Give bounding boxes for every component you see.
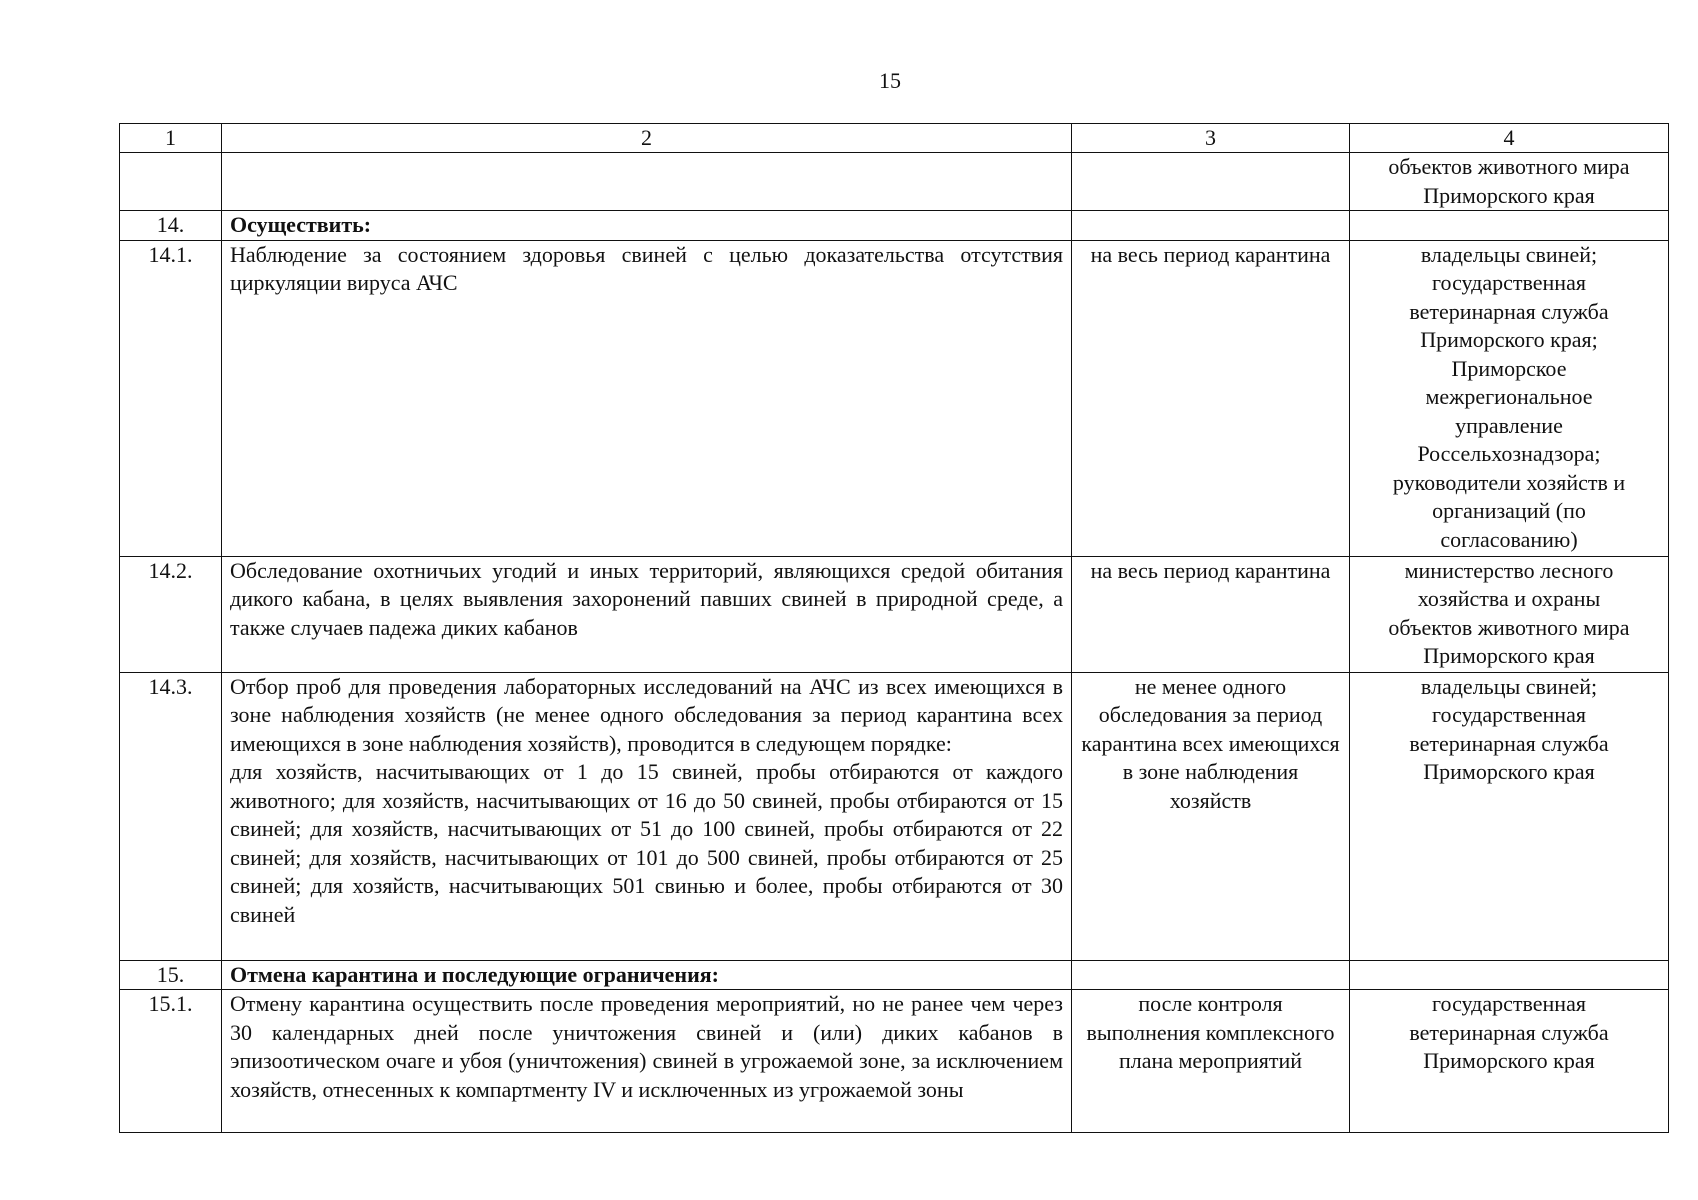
row-period: не менее одного обследования за период карантина всех имеющихся в зоне наблюдения хозяйств: [1072, 672, 1350, 960]
section-heading: Отмена карантина и последующие ограничения:: [222, 960, 1072, 990]
row-text-part-1: Отбор проб для проведения лабораторных исследований на АЧС из всех имеющихся в зоне наблюдения хозяйств (не менее одного обследования за период карантина всех имеющихся в зоне наблюдения хозяйств), проводится в следующем порядке:: [230, 673, 1063, 756]
row-responsible: министерство лесного хозяйства и охраны объектов животного мира Приморского края: [1350, 556, 1669, 672]
page-number: 15: [879, 68, 901, 93]
row-text: Наблюдение за состоянием здоровья свиней с целью доказательства отсутствия циркуляции вируса АЧС: [222, 240, 1072, 556]
row-number: 14.2.: [120, 556, 222, 672]
row-period: [1072, 960, 1350, 990]
row-number: 14.1.: [120, 240, 222, 556]
section-heading: Осуществить:: [222, 211, 1072, 241]
row-text: [222, 672, 1072, 960]
row-number: 15.1.: [120, 990, 222, 1133]
row-responsible: владельцы свиней; государственная ветеринарная служба Приморского края: [1350, 672, 1669, 960]
row-text-part-2: для хозяйств, насчитывающих от 1 до 15 свиней, пробы отбираются от каждого животного; для хозяйств, насчитывающих от 16 до 50 свиней, пробы отбираются от 15 свиней; для хозяйств, насчитывающих от 51 до 100 свиней, пробы отбираются от 22 свиней; для хозяйств, насчитывающих от 101 до 500 свиней, пробы отбираются от 25 свиней; для хозяйств, насчитывающих 501 свинью и более, пробы отбираются от 30 свиней: [230, 759, 1063, 927]
table-row: [120, 960, 1669, 990]
row-responsible: [1350, 211, 1669, 241]
table-row: [120, 990, 1669, 1133]
row-text: [222, 153, 1072, 211]
row-responsible: государственная ветеринарная служба Приморского края: [1350, 990, 1669, 1133]
row-number: 14.3.: [120, 672, 222, 960]
row-period: [1072, 211, 1350, 241]
row-period: на весь период карантина: [1072, 556, 1350, 672]
row-period: после контроля выполнения комплексного плана мероприятий: [1072, 990, 1350, 1133]
row-number: [120, 153, 222, 211]
column-header-4: 4: [1350, 124, 1669, 153]
table-row: [120, 153, 1669, 211]
column-header-2: 2: [222, 124, 1072, 153]
measures-table: [119, 123, 1669, 1133]
row-period: на весь период карантина: [1072, 240, 1350, 556]
table-row: [120, 556, 1669, 672]
row-number: 14.: [120, 211, 222, 241]
table-header-row: [120, 124, 1669, 153]
row-text: Отмену карантина осуществить после проведения мероприятий, но не ранее чем через 30 календарных дней после уничтожения свиней и (или) диких кабанов в эпизоотическом очаге и убоя (уничтожения) свиней в угрожаемой зоне, за исключением хозяйств, отнесенных к компартменту IV и исключенных из угрожаемой зоны: [222, 990, 1072, 1133]
table-row: [120, 211, 1669, 241]
row-responsible: объектов животного мира Приморского края: [1350, 153, 1669, 211]
row-responsible: владельцы свиней; государственная ветеринарная служба Приморского края; Приморское межрегиональное управление Россельхознадзора; руководители хозяйств и организаций (по согласованию): [1350, 240, 1669, 556]
row-text: Обследование охотничьих угодий и иных территорий, являющихся средой обитания дикого кабана, в целях выявления захоронений павших свиней в природной среде, а также случаев падежа диких кабанов: [222, 556, 1072, 672]
row-responsible: [1350, 960, 1669, 990]
column-header-3: 3: [1072, 124, 1350, 153]
row-period: [1072, 153, 1350, 211]
column-header-1: 1: [120, 124, 222, 153]
row-number: 15.: [120, 960, 222, 990]
table-row: [120, 672, 1669, 960]
table-row: [120, 240, 1669, 556]
